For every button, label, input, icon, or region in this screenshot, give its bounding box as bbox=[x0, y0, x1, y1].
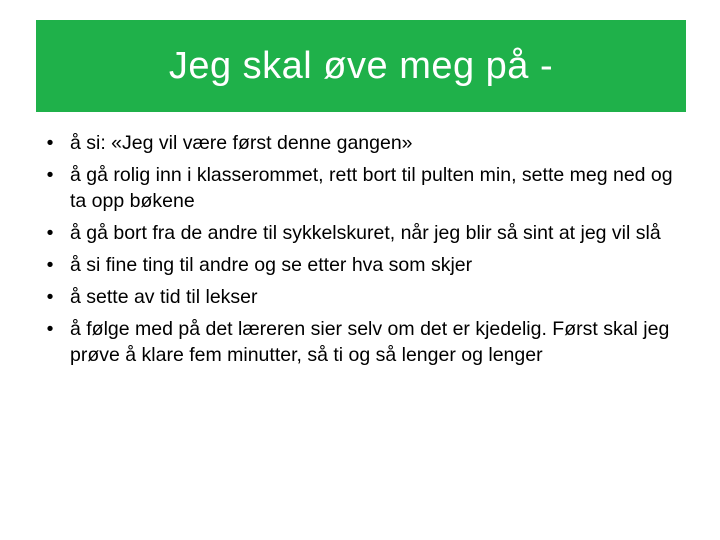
slide-title: Jeg skal øve meg på - bbox=[168, 44, 554, 87]
bullet-item bbox=[46, 162, 680, 214]
bullet-item bbox=[46, 252, 680, 278]
bullet-item bbox=[46, 284, 680, 310]
bullet-icon: • bbox=[46, 222, 54, 244]
bullet-text: å følge med på det læreren sier selv om det er kjedelig. Først skal jeg prøve å klare fem minutter, så ti og så lenger og lenger bbox=[70, 318, 670, 366]
bullet-item bbox=[46, 130, 680, 156]
bullet-text: å si fine ting til andre og se etter hva som skjer bbox=[70, 254, 473, 276]
bullet-icon: • bbox=[46, 132, 54, 154]
bullet-icon: • bbox=[46, 254, 54, 276]
bullet-item bbox=[46, 220, 680, 246]
bullet-text: å gå rolig inn i klasserommet, rett bort til pulten min, sette meg ned og ta opp bøkene bbox=[70, 164, 673, 212]
title-bar bbox=[36, 20, 686, 112]
bullet-icon: • bbox=[46, 286, 54, 308]
bullet-text: å gå bort fra de andre til sykkelskuret, når jeg blir så sint at jeg vil slå bbox=[70, 222, 661, 244]
bullet-list bbox=[46, 130, 680, 374]
bullet-text: å sette av tid til lekser bbox=[70, 286, 258, 308]
bullet-text: å si: «Jeg vil være først denne gangen» bbox=[70, 132, 413, 154]
bullet-icon: • bbox=[46, 318, 54, 340]
bullet-item bbox=[46, 316, 680, 368]
bullet-icon: • bbox=[46, 164, 54, 186]
